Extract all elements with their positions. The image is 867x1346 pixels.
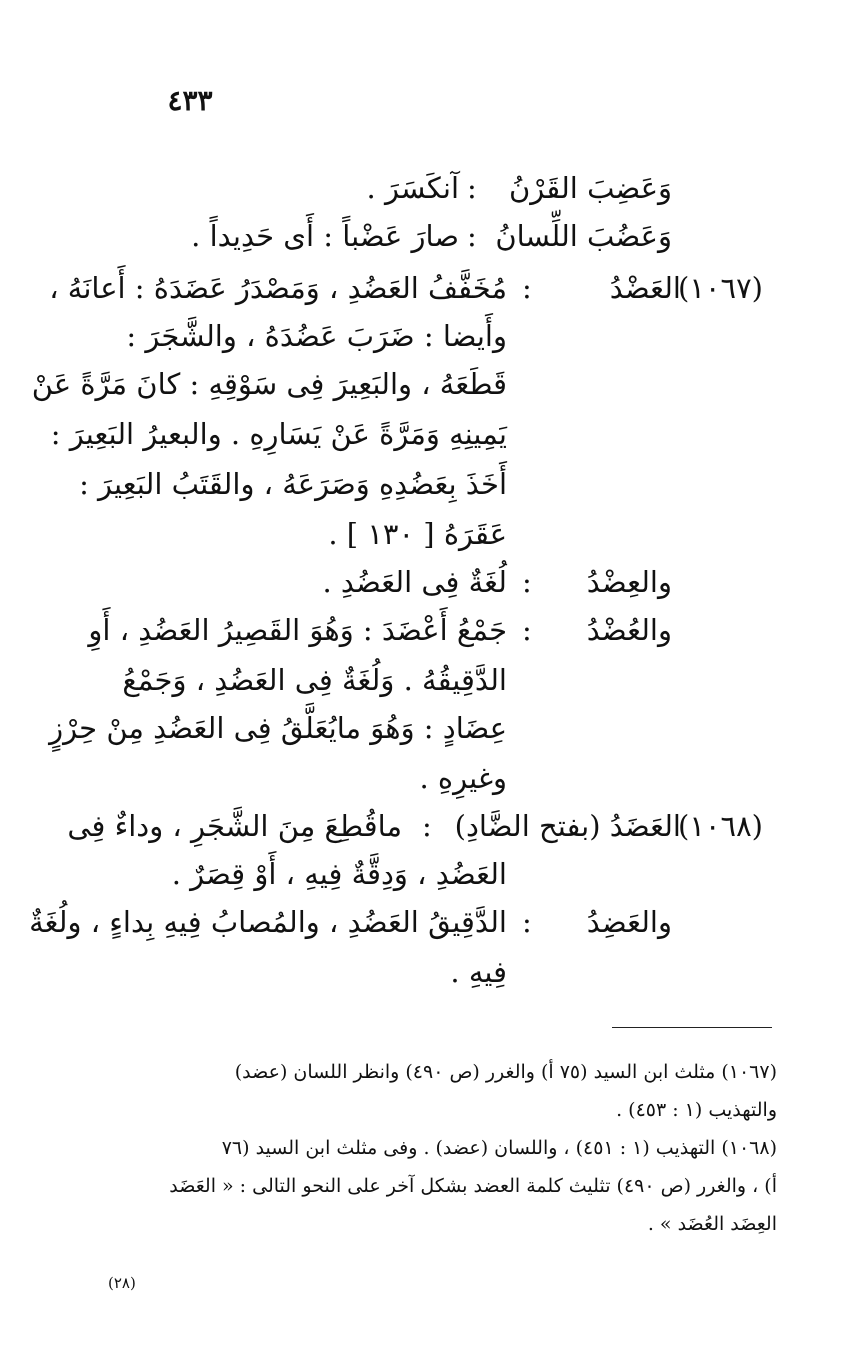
entry-colon: : <box>467 219 477 253</box>
definition-line: ماقُطِعَ مِنَ الشَّجَرِ ، وداءٌ فِى <box>67 809 402 843</box>
definition-line: جَمْعُ أَعْضَدَ : وَهُوَ القَصِيرُ العَضُدِ ، أَوِ <box>88 613 507 647</box>
definition-line: وأَيضا : ضَرَبَ عَضُدَهُ ، والشَّجَرَ : <box>126 319 507 353</box>
entry-number: (١٠٦٨) <box>678 809 763 843</box>
footnote-line: أ) ، والغرر (ص ٤٩٠) تثليث كلمة العضد بشكل آخر على النحو التالى : « العَضَد <box>169 1175 777 1197</box>
footnote-line: والتهذيب (١ : ٤٥٣) . <box>616 1099 777 1121</box>
subentry-headword: والعِضْدُ <box>586 565 672 599</box>
definition-line: الدَّقِيقُ العَضُدِ ، والمُصابُ فِيهِ بِداءٍ ، ولُغَةٌ <box>29 905 507 939</box>
footnote-line: العِضَد العُضَد » . <box>647 1213 777 1235</box>
entry-number: (١٠٦٧) <box>678 271 763 305</box>
definition-line: العَضُدِ ، وَدِقَّةٌ فِيهِ ، أَوْ قِصَرٌ . <box>171 857 507 891</box>
entry-definition: صارَ عَضْباً : أَى حَدِيداً . <box>191 219 459 253</box>
definition-line: قَطَعَهُ ، والبَعِيرَ فِى سَوْقِهِ : كانَ مَرَّةً عَنْ <box>31 367 507 401</box>
entry-colon: : <box>467 171 477 205</box>
definition-line: وغيرِهِ . <box>419 761 507 795</box>
entry-definition: آنكَسَرَ . <box>366 171 459 205</box>
definition-line: عَقَرَهُ [ ١٣٠ ] . <box>328 517 507 551</box>
entry-colon: : <box>422 809 432 843</box>
entry-colon: : <box>522 271 532 305</box>
page-number: ٤٣٣ <box>167 84 213 117</box>
entry-headword: وَعَضُبَ اللِّسانُ <box>495 219 672 253</box>
signature-mark: (٢٨) <box>108 1274 136 1292</box>
entry-colon: : <box>522 905 532 939</box>
footnote-line: (١٠٦٨) التهذيب (١ : ٤٥١) ، واللسان (عضد) . وفى مثلث ابن السيد (٧٦ <box>221 1137 777 1159</box>
definition-line: مُخَفَّفُ العَضُدِ ، وَمَصْدَرُ عَضَدَهُ : أَعانَهُ ، <box>49 271 507 305</box>
subentry-headword: والعَضِدُ <box>586 905 672 939</box>
definition-line: يَمِينِهِ وَمَرَّةً عَنْ يَسَارِهِ . والبعيرُ البَعِيرَ : <box>50 417 507 451</box>
definition-line: فِيهِ . <box>450 955 507 989</box>
entry-headword: العَضَدُ (بفتح الضَّادِ) <box>454 809 681 843</box>
definition-line: أَخَذَ بِعَضُدِهِ وَصَرَعَهُ ، والقَتَبُ البَعِيرَ : <box>79 467 507 501</box>
entry-colon: : <box>522 565 532 599</box>
entry-headword: العَضْدُ <box>609 271 681 305</box>
footnote-divider <box>612 1027 772 1028</box>
definition-line: لُغَةٌ فِى العَضُدِ . <box>322 565 507 599</box>
footnote-line: (١٠٦٧) مثلث ابن السيد (٧٥ أ) والغرر (ص ٤٩٠) وانظر اللسان (عضد) <box>234 1061 777 1083</box>
subentry-headword: والعُضْدُ <box>586 613 672 647</box>
entry-headword: وَعَضِبَ القَرْنُ <box>508 171 672 205</box>
definition-line: عِضَادٍ : وَهُوَ مايُعَلَّقُ فِى العَضُدِ مِنْ حِرْزٍ <box>49 711 507 745</box>
entry-colon: : <box>522 613 532 647</box>
definition-line: الدَّقِيقُهُ . وَلُغَةٌ فِى العَضُدِ ، وَجَمْعُ <box>122 663 507 697</box>
